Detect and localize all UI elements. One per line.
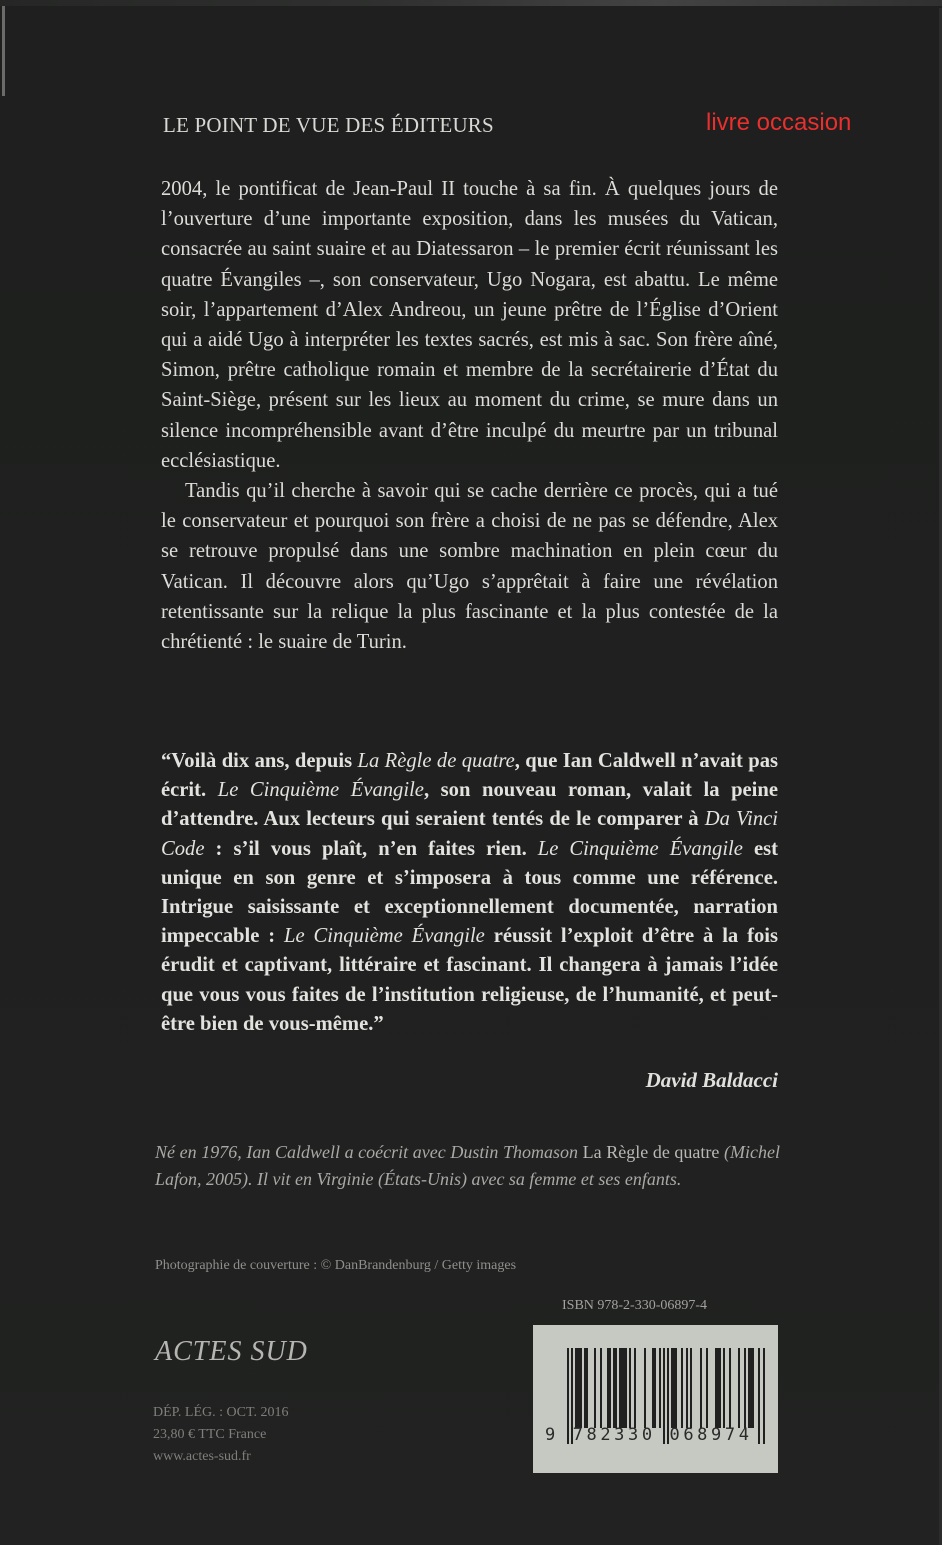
barcode-bar: [692, 1348, 700, 1428]
legal-info: [153, 1402, 288, 1468]
price: 23,80 € TTC France: [153, 1427, 267, 1442]
publisher-logo: ACTES SUD: [155, 1336, 308, 1367]
publisher-website: www.actes-sud.fr: [153, 1449, 251, 1464]
barcode-digits: 9 782330 068974: [545, 1425, 753, 1445]
photo-credit: Photographie de couverture : © DanBrandenburg / Getty images: [155, 1258, 517, 1273]
review-quote: [161, 747, 778, 1039]
author-bio: [155, 1139, 780, 1193]
barcode: [533, 1325, 778, 1473]
summary-paragraph-1: 2004, le pontificat de Jean-Paul II touche à sa fin. À quelques jours de l’ouverture d’une importante exposition, dans les musées du Vatican, consacrée au saint suaire et au Diatessaron – le premier écrit réunissant les quatre Évangiles –, son conservateur, Ugo Nogara, est abattu. Le même soir, l’appartement d’Alex Andreou, un jeune prêtre de l’Église d’Orient qui a aidé Ugo à interpréter les textes sacrés, est mis à sac. Son frère aîné, Simon, prêtre catholique romain et membre de la secrétairerie d’État du Saint-Siège, présent sur les lieux au moment du crime, se mure dans un silence incompréhensible avant d’être inculpé du meurtre par un tribunal ecclésiastique.: [161, 178, 778, 472]
bio-book-title: La Règle de quatre: [582, 1142, 720, 1162]
quote-book-title: Le Cinquième Évangile: [537, 837, 743, 860]
isbn-number: ISBN 978-2-330-06897-4: [562, 1298, 708, 1313]
quote-text: , son nouveau roman, valait la peine d’attendre. Aux lecteurs qui seraient tentés de le comparer à: [161, 779, 778, 831]
quote-text: : s’il vous plaît, n’en faites rien.: [204, 837, 538, 860]
quote-author: David Baldacci: [645, 1068, 778, 1092]
barcode-bar: [636, 1348, 644, 1428]
quote-book-title: Da Vinci Code: [161, 808, 779, 860]
bio-text: (Michel Lafon, 2005). Il vit en Virginie (États-Unis) avec sa femme et ses enfants.: [155, 1142, 781, 1189]
quote-text: “Voilà dix ans, depuis: [161, 750, 358, 772]
summary-paragraph-2: Tandis qu’il cherche à savoir qui se cache derrière ce procès, qui a tué le conservateur et pourquoi son frère a choisi de ne pas se défendre, Alex se retrouve propulsé dans une sombre machination en plein cœur du Vatican. Il découvre alors qu’Ugo s’apprêtait à faire une révélation retentissante sur la relique la plus fascinante et la plus contestée de la chrétienté : le suaire de Turin.: [161, 480, 778, 654]
cover-top-edge-wear: [0, 0, 942, 6]
quote-text: réussit l’exploit d’être à la fois érudit et captivant, littéraire et fascinant. Il changera à jamais l’idée que vous vous faites de l’institution religieuse, de l’humanité, et peut-être bien de vous-même.”: [161, 925, 778, 1035]
quote-book-title: La Règle de quatre: [357, 750, 515, 772]
book-summary: [161, 174, 778, 657]
section-heading: LE POINT DE VUE DES ÉDITEURS: [163, 113, 494, 137]
barcode-bar: [763, 1348, 765, 1444]
quote-text: , que Ian Caldwell n’avait pas écrit.: [161, 750, 779, 802]
used-book-label: livre occasion: [706, 109, 852, 136]
legal-deposit: DÉP. LÉG. : OCT. 2016: [153, 1405, 289, 1420]
barcode-bar: [619, 1348, 627, 1428]
bio-text: Né en 1976, Ian Caldwell a coécrit avec Dustin Thomason: [155, 1142, 583, 1162]
quote-book-title: Le Cinquième Évangile: [284, 925, 485, 948]
cover-left-edge-wear: [2, 6, 5, 96]
quote-text: est unique en son genre et s’imposera à tous comme une référence. Intrigue saisissante et exceptionnellement documentée, narration impeccable :: [161, 837, 778, 948]
quote-book-title: Le Cinquième Évangile: [217, 779, 424, 802]
